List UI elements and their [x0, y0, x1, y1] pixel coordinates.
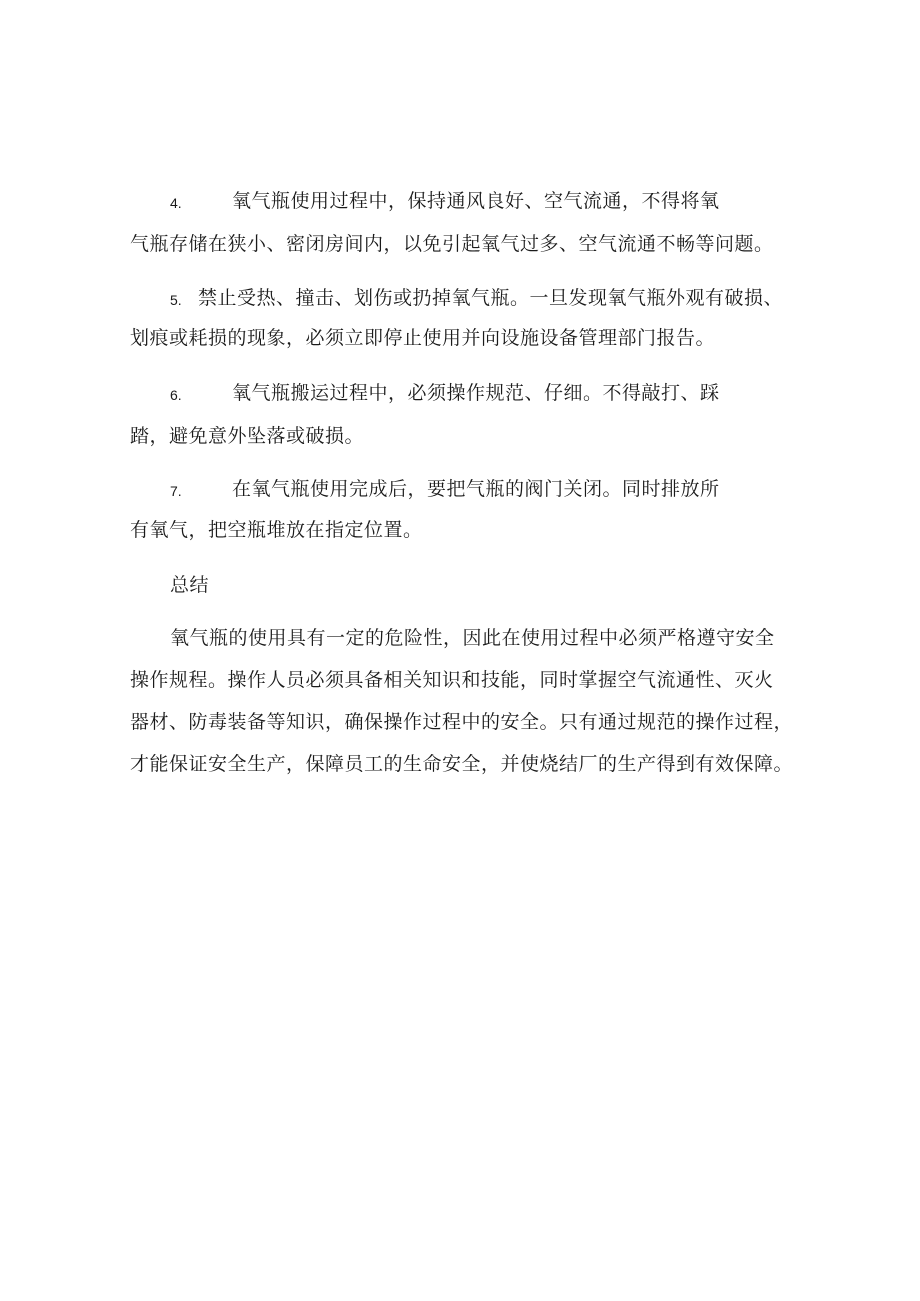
item-text-line: 有氧气，把空瓶堆放在指定位置。: [130, 519, 423, 541]
item-number: 5.: [170, 292, 182, 308]
item-text-line: 氧气瓶使用过程中，保持通风良好、空气流通，不得将氧: [232, 190, 720, 212]
item-text-line: 在氧气瓶使用完成后，要把气瓶的阀门关闭。同时排放所: [232, 478, 720, 500]
summary-text-line: 才能保证安全生产，保障员工的生命安全，并使烧结厂的生产得到有效保障。: [130, 753, 794, 775]
item-text-line: 氧气瓶搬运过程中，必须操作规范、仔细。不得敲打、踩: [232, 382, 720, 404]
item-text-line: 禁止受热、撞击、划伤或扔掉氧气瓶。一旦发现氧气瓶外观有破损、: [198, 287, 784, 309]
item-text-line: 划痕或耗损的现象，必须立即停止使用并向设施设备管理部门报告。: [130, 327, 716, 349]
item-number: 4.: [170, 195, 182, 211]
summary-text-line: 氧气瓶的使用具有一定的危险性，因此在使用过程中必须严格遵守安全: [170, 627, 775, 649]
item-text-line: 踏，避免意外坠落或破损。: [130, 425, 365, 447]
summary-heading: 总结: [170, 574, 210, 596]
summary-text-line: 器材、防毒装备等知识，确保操作过程中的安全。只有通过规范的操作过程，: [130, 711, 794, 733]
item-text-line: 气瓶存储在狭小、密闭房间内，以免引起氧气过多、空气流通不畅等问题。: [130, 233, 774, 255]
item-number: 7.: [170, 483, 182, 499]
item-number: 6.: [170, 387, 182, 403]
summary-text-line: 操作规程。操作人员必须具备相关知识和技能，同时掌握空气流通性、灭火: [130, 669, 774, 691]
